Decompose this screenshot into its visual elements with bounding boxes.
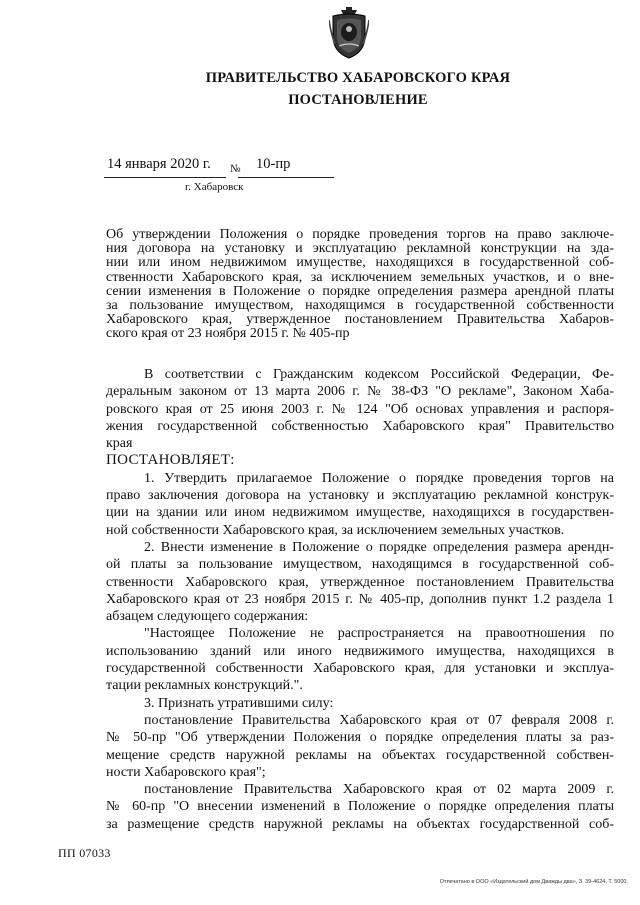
body-line: за размещение средств наружной рекламы на объектах государственной соб- — [106, 816, 614, 832]
body-line: ции на здании или ином недвижимом имуществе, находящихся в государствен- — [106, 505, 614, 521]
title-line: нии или ином недвижимом имуществе, находящихся в государственной соб- — [106, 256, 614, 271]
body-line: ственности Хабаровского края, утвержденное постановлением Правительства — [106, 574, 614, 590]
coat-of-arms-icon — [329, 6, 369, 60]
number-sign: № — [230, 163, 241, 175]
printer-note: Отпечатано в ООО «Издательский дом Дважды два», З. 39-4624, Т. 5000. — [439, 879, 628, 885]
body-line: В соответствии с Гражданским кодексом Российской Федерации, Фе- — [144, 367, 614, 382]
body-line: 2. Внести изменение в Положение о порядке определения размера арендн- — [144, 539, 614, 555]
body-line: ровского края от 25 июня 2003 г. № 124 "Об основах управления и распоря- — [106, 401, 614, 417]
body-line: жения государственной собственностью Хабаровского края" Правительство — [106, 418, 614, 434]
document-number: 10-пр — [256, 156, 291, 172]
title-line: Об утверждении Положения о порядке проведения торгов на право заключе- — [106, 228, 614, 242]
document-body — [106, 366, 614, 833]
body-line: ой платы за пользование имуществом, находящимся в государственной соб- — [106, 557, 614, 573]
document-type: ПОСТАНОВЛЕНИЕ — [288, 92, 428, 108]
city-label: г. Хабаровск — [185, 181, 244, 193]
document-date: 14 января 2020 г. — [107, 156, 211, 172]
title-line: ского края от 23 ноября 2015 г. № 405-пр — [106, 327, 350, 342]
body-line: 3. Признать утратившими силу: — [144, 695, 334, 711]
body-line: абзацем следующего содержания: — [106, 609, 309, 625]
body-line: тации рекламных конструкций.". — [106, 678, 303, 694]
body-line: деральным законом от 13 марта 2006 г. № 38-ФЗ "О рекламе", Законом Хаба- — [106, 384, 614, 400]
document-code: ПП 07033 — [58, 846, 111, 860]
title-line: Хабаровского края, утвержденное постановлением Правительства Хабаров- — [106, 313, 614, 328]
number-underline — [238, 177, 334, 178]
body-line: постановление Правительства Хабаровского края от 02 марта 2009 г. — [144, 782, 614, 798]
org-name: ПРАВИТЕЛЬСТВО ХАБАРОВСКОГО КРАЯ — [205, 70, 511, 86]
body-line: № 60-пр "О внесении изменений в Положение о порядке определения платы — [106, 799, 614, 815]
body-line: ности Хабаровского края"; — [106, 764, 266, 780]
body-line: мещение средств наружной рекламы на объектах государственной собствен- — [106, 747, 614, 763]
title-line: сении изменения в Положение о порядке определения размера арендной платы — [106, 284, 614, 299]
body-line: право заключения договора на установку и эксплуатацию рекламной конструк- — [106, 488, 614, 504]
body-line: ной собственности Хабаровского края, за исключением земельных участков. — [106, 522, 565, 538]
body-line: "Настоящее Положение не распространяется на правоотношения по — [144, 626, 614, 642]
body-line: 1. Утвердить прилагаемое Положение о порядке проведения торгов на — [144, 470, 614, 486]
title-line: ственности Хабаровского края, за исключением земельных участков, и о вне- — [106, 270, 614, 285]
body-line: постановление Правительства Хабаровского края от 07 февраля 2008 г. — [144, 712, 614, 728]
title-line: ния договора на установку и эксплуатацию рекламной конструкции на зда- — [106, 242, 614, 257]
body-line: № 50-пр "Об утверждении Положения о порядке определения платы за раз- — [106, 730, 614, 746]
decree-word: ПОСТАНОВЛЯЕТ: — [106, 452, 235, 469]
document-title — [106, 228, 614, 342]
body-line: Хабаровского края от 23 ноября 2015 г. № 405-пр, дополнив пункт 1.2 раздела 1 — [106, 591, 614, 607]
date-underline — [104, 177, 226, 178]
body-line: государственной собственности Хабаровского края, для установки и эксплуа- — [106, 661, 614, 677]
title-line: за пользование имуществом, находящимся в государственной собственности — [106, 299, 614, 314]
body-line: края — [106, 436, 133, 452]
body-line: использованию зданий или иного недвижимого имущества, находящихся в — [106, 643, 614, 659]
